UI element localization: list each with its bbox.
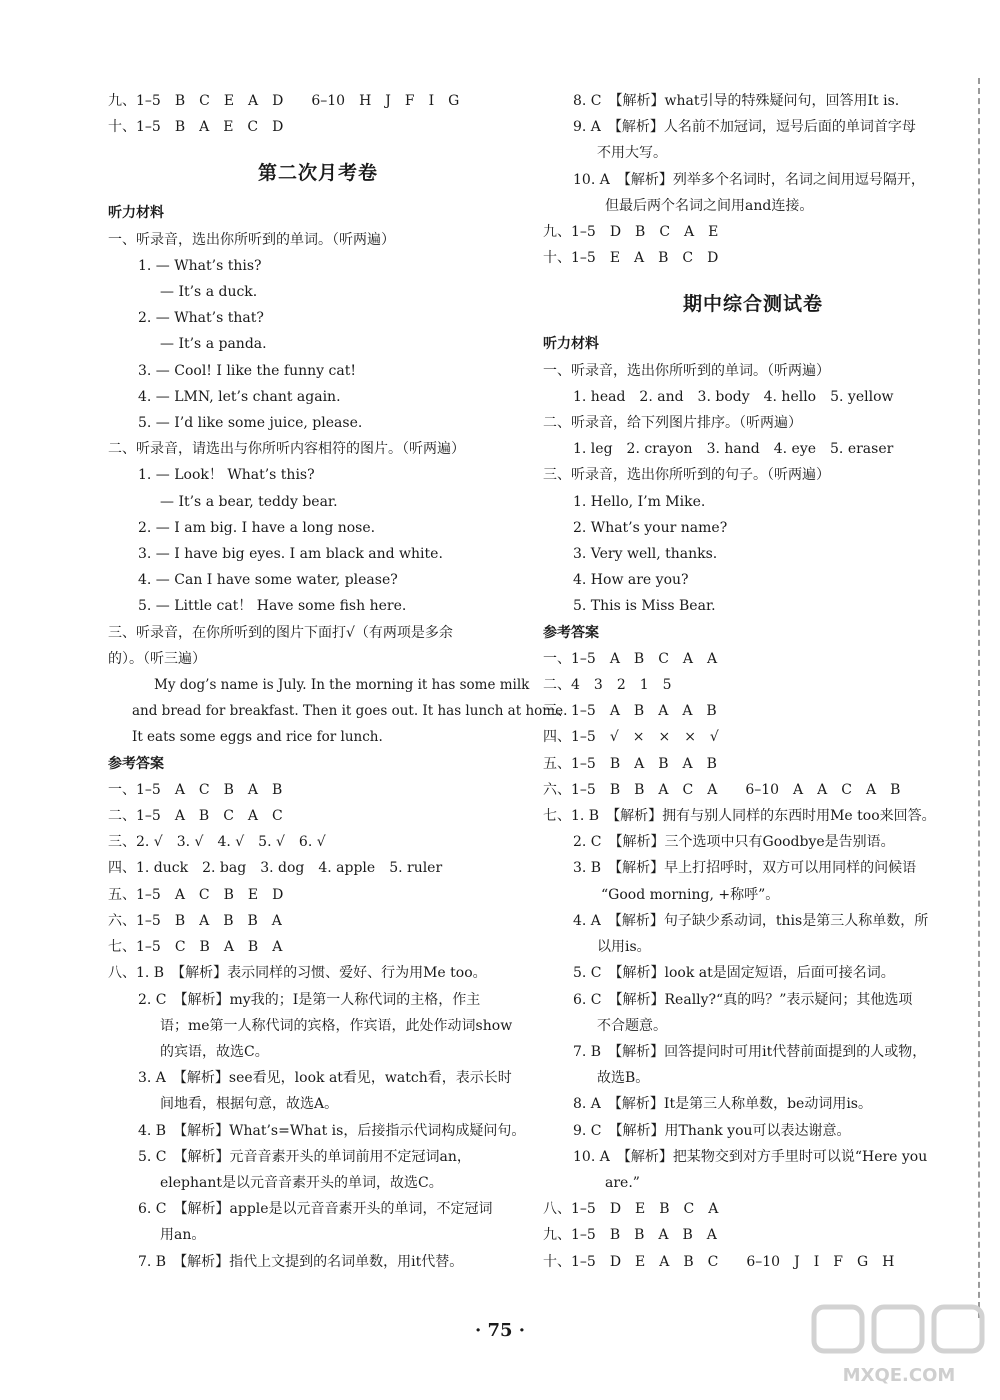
script-line: 2. — What’s that? [138,310,264,327]
script-line: 4. How are you? [573,572,689,589]
analysis-line: 不合题意。 [597,1017,667,1034]
analysis-line: elephant是以元音音素开头的单词，故选C。 [160,1174,443,1191]
answer-line: 三、2. √ 3. √ 4. √ 5. √ 6. √ [108,834,326,851]
script-line: 2. What’s your name? [573,519,728,536]
answer-line: 八、1–5 D E B C A [543,1201,719,1218]
answer-line: 五、1–5 A C B E D [108,886,284,903]
analysis-line: 9. C 【解析】用Thank you可以表达谢意。 [573,1122,851,1139]
listening-heading: 听力材料 [543,336,599,353]
script-line: 1. — What’s this? [138,257,262,274]
analysis-line: 9. A 【解析】人名前不加冠词，逗号后面的单词首字母 [573,119,916,136]
analysis-line: 8. A 【解析】It是第三人称单数，be动词用is。 [573,1096,872,1113]
left-column [108,88,568,1275]
analysis-line: 2. C 【解析】三个选项中只有Goodbye是告别语。 [573,834,895,851]
watermark-logo [804,1299,994,1394]
analysis-line: 7. B 【解析】指代上文提到的名词单数，用it代替。 [138,1253,464,1270]
question-heading: 一、听录音，选出你所听到的单词。（听两遍） [543,362,830,379]
analysis-line: 语；me第一人称代词的宾格，作宾语，此处作动词show [160,1017,513,1034]
script-line: 1. Hello, I’m Mike. [573,493,706,510]
analysis-line: 8. C 【解析】what引导的特殊疑问句，回答用It is. [573,93,900,109]
analysis-line: 3. A 【解析】see看见，look at看见，watch看，表示长时 [138,1070,512,1087]
question-heading: 三、听录音，选出你所听到的句子。（听两遍） [543,467,830,484]
answer-line: 三、1–5 A B A A B [543,703,717,720]
analysis-line: 七、1. B 【解析】拥有与别人同样的东西时用Me too来回答。 [543,808,936,825]
analysis-line: 间地看，根据句意，故选A。 [160,1096,339,1113]
script-line: 3. — I have big eyes. I am black and white. [138,546,443,563]
right-column [543,88,963,1275]
question-heading: 一、听录音，选出你所听到的单词。（听两遍） [108,231,395,248]
script-line: 5. This is Miss Bear. [573,598,716,615]
answer-line: 十、1–5 D E A B C 6–10 J I F G H [543,1253,895,1270]
answer-line: 二、1–5 A B C A C [108,808,283,825]
analysis-line: 的宾语，故选C。 [160,1043,269,1060]
answer-line: 五、1–5 B A B A B [543,755,717,772]
answer-line: 四、1. duck 2. bag 3. dog 4. apple 5. ruler [108,860,443,877]
answer-line: 六、1–5 B B A C A 6–10 A A C A B [543,781,901,798]
answer-line: 七、1–5 C B A B A [108,939,283,956]
question-heading: 的）。（听三遍） [108,650,206,667]
script-line: 2. — I am big. I have a long nose. [138,519,376,536]
analysis-line: 不用大写。 [597,145,667,162]
answer-line: 四、1–5 √ × × × √ [543,729,719,746]
analysis-line: 7. B 【解析】回答提问时可用it代替前面提到的人或物， [573,1043,927,1060]
analysis-line: 6. C 【解析】Really?“真的吗？”表示疑问；其他选项 [573,991,913,1008]
analysis-line: 2. C 【解析】my我的；I是第一人称代词的主格，作主 [138,991,481,1008]
answer-line: 九、1–5 B C E A D 6–10 H J F I G [108,93,460,109]
answer-line: 一、1–5 A B C A A [543,650,718,667]
analysis-line: 故选B。 [597,1070,650,1087]
section-title: 期中综合测试卷 [682,293,823,316]
answer-line: 十、1–5 B A E C D [108,119,284,136]
script-line: 5. — I’d like some juice, please. [138,415,363,432]
script-line: — It’s a panda. [160,336,267,353]
script-line: — It’s a bear, teddy bear. [160,493,338,510]
answer-line: 九、1–5 B B A B A [543,1227,717,1244]
passage-line: and bread for breakfast. Then it goes out. It has lunch at home. [132,703,568,720]
listening-heading: 听力材料 [108,205,164,222]
analysis-line: are.” [605,1174,640,1191]
analysis-line: 3. B 【解析】早上打招呼时，双方可以用同样的问候语 [573,860,917,877]
answer-line: 二、4 3 2 1 5 [543,677,672,694]
script-line: — It’s a duck. [160,284,258,301]
analysis-line: 5. C 【解析】look at是固定短语，后面可接名词。 [573,965,895,982]
script-line: 4. — LMN, let’s chant again. [138,388,341,405]
answer-line: 十、1–5 E A B C D [543,250,719,267]
analysis-line: 5. C 【解析】元音音素开头的单词前用不定冠词an， [138,1148,471,1165]
answer-line: 一、1–5 A C B A B [108,781,283,798]
script-line: 1. leg 2. crayon 3. hand 4. eye 5. eraser [573,441,894,458]
analysis-line: 用an。 [160,1227,206,1244]
script-line: 1. — Look！ What’s this? [138,467,315,484]
question-heading: 二、听录音，请选出与你所听内容相符的图片。（听两遍） [108,441,465,458]
script-line: 5. — Little cat！ Have some fish here. [138,598,407,615]
analysis-line: 但最后两个名词之间用and连接。 [605,197,814,214]
analysis-line: 4. A 【解析】句子缺少系动词，this是第三人称单数，所 [573,912,929,929]
analysis-line: 以用is。 [597,939,651,956]
script-line: 1. head 2. and 3. body 4. hello 5. yellow [573,388,894,405]
analysis-line: 10. A 【解析】把某物交到对方手里时可以说“Here you [573,1148,928,1165]
question-heading: 三、听录音，在你所听到的图片下面打√（有两项是多余 [108,624,453,641]
analysis-line: 10. A 【解析】列举多个名词时，名词之间用逗号隔开， [573,171,925,188]
passage-line: It eats some eggs and rice for lunch. [132,729,383,746]
margin-dashed-rule [978,78,980,1318]
answer-line: 六、1–5 B A B B A [108,912,282,929]
analysis-line: 八、1. B 【解析】表示同样的习惯、爱好、行为用Me too。 [108,965,487,982]
script-line: 3. Very well, thanks. [573,546,718,563]
question-heading: 二、听录音，给下列图片排序。（听两遍） [543,415,802,432]
answer-line: 九、1–5 D B C A E [543,224,719,241]
script-line: 3. — Cool! I like the funny cat! [138,362,356,379]
passage-line: My dog’s name is July. In the morning it has some milk [154,677,530,694]
analysis-line: 6. C 【解析】apple是以元音音素开头的单词，不定冠词 [138,1201,493,1218]
page-number: · 75 · [474,1320,526,1341]
analysis-line: “Good morning, +称呼”。 [601,886,780,903]
script-line: 4. — Can I have some water, please? [138,572,398,589]
answers-heading: 参考答案 [543,624,599,641]
answers-heading: 参考答案 [108,755,164,772]
section-title: 第二次月考卷 [257,162,378,185]
watermark-text: MXQE.COM [842,1365,956,1386]
analysis-line: 4. B 【解析】What’s=What is，后接指示代词构成疑问句。 [138,1122,526,1139]
